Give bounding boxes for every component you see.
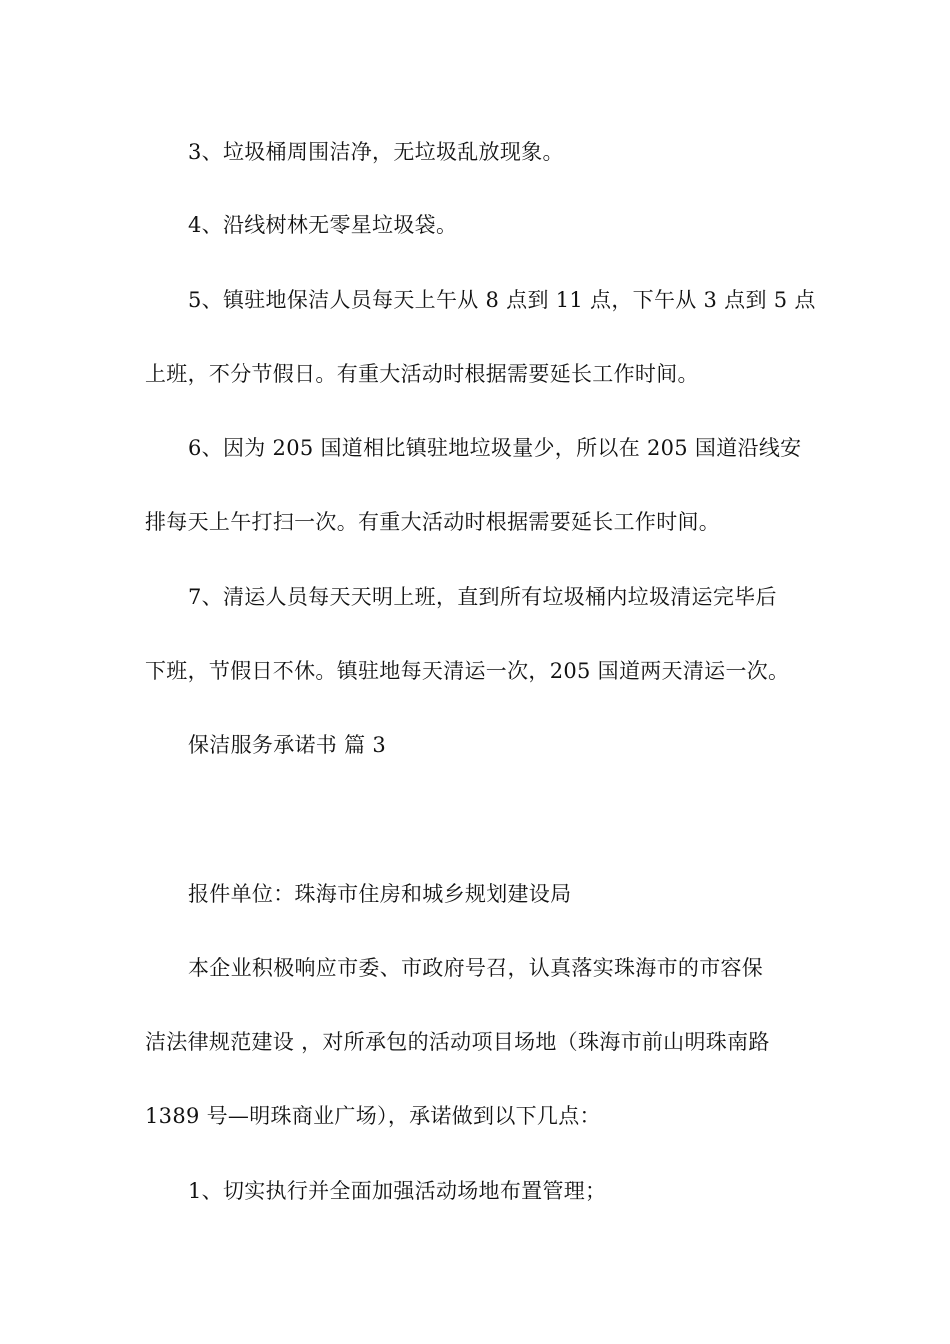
paragraph-line: 排每天上午打扫一次。有重大活动时根据需要延长工作时间。: [145, 510, 721, 534]
paragraph-line: 洁法律规范建设 ，对所承包的活动项目场地（珠海市前山明珠南路: [145, 1030, 770, 1054]
paragraph-line: 1、切实执行并全面加强活动场地布置管理；: [188, 1179, 607, 1203]
paragraph-line: 6、因为 205 国道相比镇驻地垃圾量少，所以在 205 国道沿线安: [188, 436, 802, 460]
paragraph-line: 本企业积极响应市委、市政府号召，认真落实珠海市的市容保: [188, 956, 764, 980]
paragraph-line: 4、沿线树林无零星垃圾袋。: [188, 213, 458, 237]
paragraph-line: 上班，不分节假日。有重大活动时根据需要延长工作时间。: [145, 362, 699, 386]
paragraph-line: 5、镇驻地保洁人员每天上午从 8 点到 11 点，下午从 3 点到 5 点: [188, 288, 816, 312]
paragraph-line: 报件单位：珠海市住房和城乡规划建设局: [188, 882, 572, 906]
paragraph-line: 下班，节假日不休。镇驻地每天清运一次，205 国道两天清运一次。: [145, 659, 790, 683]
paragraph-line: 1389 号—明珠商业广场），承诺做到以下几点：: [145, 1104, 601, 1128]
paragraph-line: 3、垃圾桶周围洁净，无垃圾乱放现象。: [188, 140, 564, 164]
paragraph-line: 7、清运人员每天天明上班，直到所有垃圾桶内垃圾清运完毕后: [188, 585, 777, 609]
section-title: 保洁服务承诺书 篇 3: [188, 733, 387, 757]
